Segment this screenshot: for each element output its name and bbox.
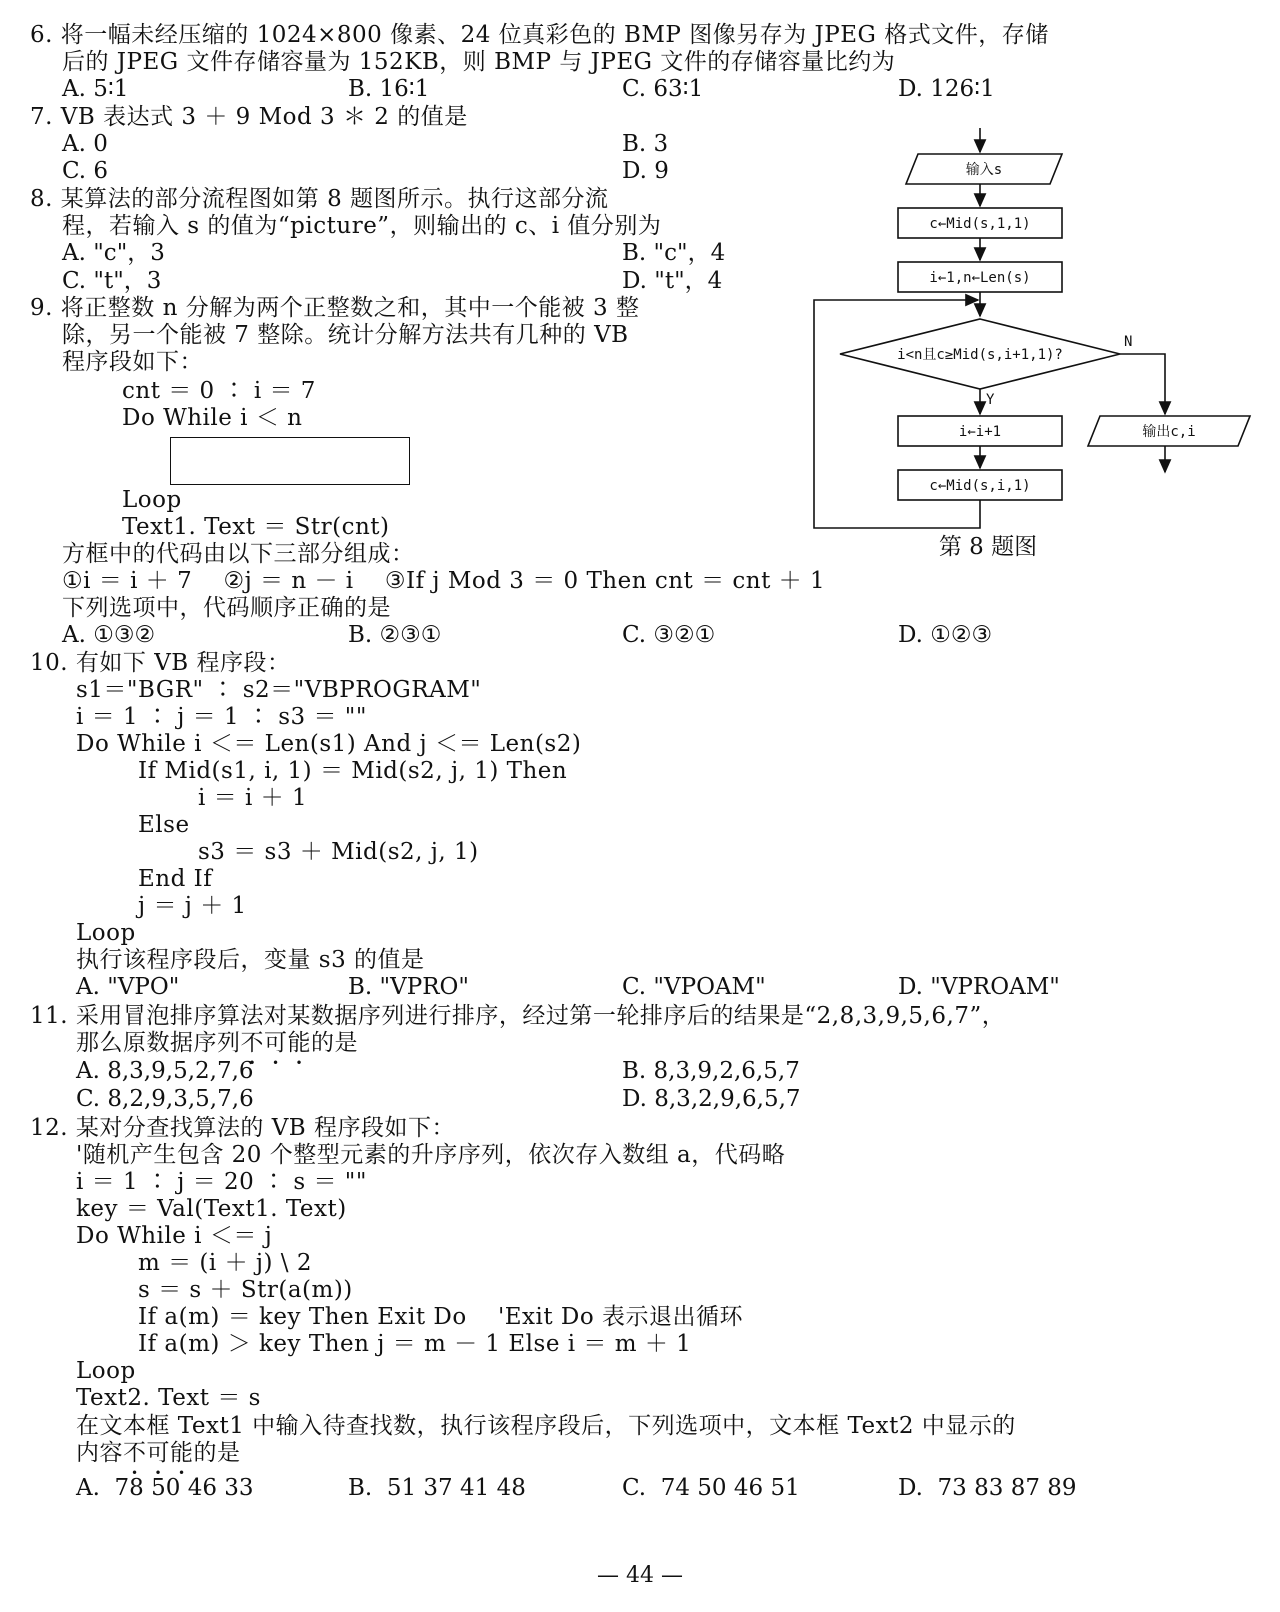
q11-option-b: B. 8,3,9,2,6,5,7 [622, 1058, 800, 1084]
q12-code-line: If a(m) ＞ key Then j ＝ m － 1 Else i ＝ m ＋ 1 [138, 1331, 692, 1357]
q9-stem-line3: 程序段如下： [62, 349, 203, 375]
q12-stem-line1: 12. 某对分查找算法的 VB 程序段如下： [30, 1115, 456, 1141]
q9-stem-line1: 9. 将正整数 n 分解为两个正整数之和，其中一个能被 3 整 [30, 295, 640, 321]
q9-blank-box [170, 437, 410, 485]
q12-stem-line3 [76, 1440, 241, 1480]
q9-stem-line4: 方框中的代码由以下三部分组成： [62, 541, 415, 567]
q11-option-a: A. 8,3,9,5,2,7,6 [76, 1058, 254, 1084]
q9-code-line2: Do While i ＜ n [122, 405, 303, 431]
q7-stem: 7. VB 表达式 3 ＋ 9 Mod 3 ＊ 2 的值是 [30, 104, 468, 130]
q7-option-b: B. 3 [622, 131, 669, 157]
flowchart-step1-label: c←Mid(s,1,1) [929, 216, 1031, 232]
q6-option-b: B. 16∶1 [348, 76, 430, 102]
q6-stem-line2: 后的 JPEG 文件存储容量为 152KB，则 BMP 与 JPEG 文件的存储容量比约为 [62, 49, 896, 75]
q12-stem-part-a: 内容 [76, 1440, 123, 1466]
q12-emphasis-text: 不可能 [123, 1440, 194, 1466]
q12-stem-part-c: 的是 [193, 1440, 241, 1466]
q11-option-d: D. 8,3,2,9,6,5,7 [622, 1086, 801, 1112]
flowchart-step2-label: i←1,n←Len(s) [929, 270, 1031, 286]
q9-code-line4: Text1. Text ＝ Str(cnt) [122, 514, 390, 540]
q10-code-line: s1＝"BGR" ∶ s2＝"VBPROGRAM" [76, 677, 482, 703]
q12-code-line: Do While i ＜＝ j [76, 1223, 273, 1249]
q12-option-a: A. 78 50 46 33 [76, 1475, 254, 1501]
flowchart-input-label: 输入s [965, 162, 1003, 178]
q11-emphasis-text: 不可能 [240, 1030, 311, 1056]
q9-code-parts: ①i ＝ i ＋ 7 ②j ＝ n － i ③If j Mod 3 ＝ 0 Then cnt ＝ cnt ＋ 1 [62, 568, 826, 594]
q9-option-c: C. ③②① [622, 622, 716, 648]
q10-code-line: Else [138, 812, 190, 838]
q10-option-b: B. "VPRO" [348, 974, 469, 1000]
q9-option-d: D. ①②③ [898, 622, 993, 648]
flowchart-yes-label: Y [986, 392, 995, 408]
q10-code-line: i ＝ i ＋ 1 [198, 785, 308, 811]
q11-stem-line1: 11. 采用冒泡排序算法对某数据序列进行排序，经过第一轮排序后的结果是“2,8,3,9,5,6,7”， [30, 1003, 1006, 1029]
q9-option-a: A. ①③② [62, 622, 156, 648]
q12-code-line: Text2. Text ＝ s [76, 1385, 261, 1411]
q12-code-line: key ＝ Val(Text1. Text) [76, 1196, 347, 1222]
q6-option-c: C. 63∶1 [622, 76, 704, 102]
q10-code-line: Do While i ＜＝ Len(s1) And j ＜＝ Len(s2) [76, 731, 582, 757]
q12-code-line: '随机产生包含 20 个整型元素的升序序列，依次存入数组 a，代码略 [76, 1142, 786, 1168]
q9-option-b: B. ②③① [348, 622, 442, 648]
q10-code-line: If Mid(s1, i, 1) ＝ Mid(s2, j, 1) Then [138, 758, 568, 784]
q7-option-d: D. 9 [622, 158, 669, 184]
q10-option-d: D. "VPROAM" [898, 974, 1060, 1000]
flowchart-output-label: 输出c,i [1142, 424, 1196, 440]
q6-option-a: A. 5∶1 [62, 76, 129, 102]
q9-stem-line2: 除，另一个能被 7 整除。统计分解方法共有几种的 VB [62, 322, 629, 348]
q11-stem-part-c: 的是 [311, 1030, 358, 1056]
q12-option-d: D. 73 83 87 89 [898, 1475, 1077, 1501]
q8-stem-line1: 8. 某算法的部分流程图如第 8 题图所示。执行这部分流 [30, 186, 609, 212]
flowchart-step4-label: c←Mid(s,i,1) [929, 478, 1031, 494]
q7-option-c: C. 6 [62, 158, 109, 184]
q11-option-c: C. 8,2,9,3,5,7,6 [76, 1086, 254, 1112]
q9-stem-line5: 下列选项中，代码顺序正确的是 [62, 595, 391, 621]
q6-option-d: D. 126∶1 [898, 76, 995, 102]
q12-stem-line2: 在文本框 Text1 中输入待查找数，执行该程序段后，下列选项中，文本框 Text2 中显示的 [76, 1413, 1016, 1439]
q12-option-b: B. 51 37 41 48 [348, 1475, 526, 1501]
q12-code-line: Loop [76, 1358, 136, 1384]
q10-stem-line2: 执行该程序段后，变量 s3 的值是 [76, 947, 425, 973]
q10-stem-line1: 10. 有如下 VB 程序段： [30, 650, 291, 676]
q12-code-line: m ＝ (i ＋ j) \ 2 [138, 1250, 312, 1276]
q8-option-d: D. "t"，4 [622, 268, 723, 294]
flowchart-step3-label: i←i+1 [958, 424, 1002, 440]
q12-option-c: C. 74 50 46 51 [622, 1475, 800, 1501]
page-number: — 44 — [597, 1563, 683, 1588]
q8-option-a: A. "c"，3 [62, 240, 165, 266]
flowchart-no-label: N [1124, 334, 1133, 350]
q10-code-line: Loop [76, 920, 136, 946]
flowchart-condition-label: i<n且c≥Mid(s,i+1,1)? [897, 347, 1063, 363]
q7-option-a: A. 0 [62, 131, 108, 157]
q6-stem-line1: 6. 将一幅未经压缩的 1024×800 像素、24 位真彩色的 BMP 图像另存为 JPEG 格式文件，存储 [30, 22, 1049, 48]
q8-flowchart [800, 120, 1260, 570]
q10-option-a: A. "VPO" [76, 974, 180, 1000]
q12-code-line: If a(m) ＝ key Then Exit Do 'Exit Do 表示退出循环 [138, 1304, 744, 1330]
q12-code-line: i ＝ 1 ∶ j ＝ 20 ∶ s ＝ "" [76, 1169, 367, 1195]
q12-code-line: s ＝ s ＋ Str(a(m)) [138, 1277, 353, 1303]
q9-code-line3: Loop [122, 487, 182, 513]
q10-code-line: i ＝ 1 ∶ j ＝ 1 ∶ s3 ＝ "" [76, 704, 367, 730]
q10-code-line: End If [138, 866, 213, 892]
q8-option-b: B. "c"，4 [622, 240, 726, 266]
q10-code-line: s3 ＝ s3 ＋ Mid(s2, j, 1) [198, 839, 479, 865]
q8-option-c: C. "t"，3 [62, 268, 162, 294]
q11-stem-part-a: 那么原数据序列 [76, 1030, 241, 1056]
q10-option-c: C. "VPOAM" [622, 974, 766, 1000]
flowchart-caption: 第 8 题图 [938, 534, 1038, 560]
q10-code-line: j ＝ j ＋ 1 [138, 893, 247, 919]
q8-stem-line2: 程，若输入 s 的值为“picture”，则输出的 c、i 值分别为 [62, 213, 662, 239]
q9-code-line1: cnt ＝ 0 ∶ i ＝ 7 [122, 378, 316, 404]
